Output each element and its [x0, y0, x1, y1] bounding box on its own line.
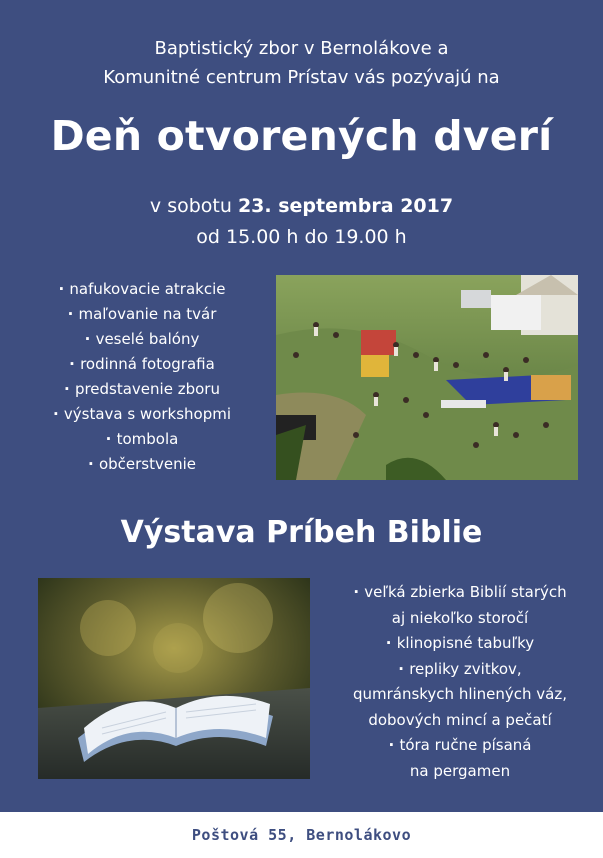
event-date: 23. septembra 2017: [237, 195, 454, 217]
list-item: · výstava s workshopmi: [22, 402, 262, 427]
list-item: · veselé balóny: [22, 327, 262, 352]
intro-line-2: Komunitné centrum Prístav vás pozývajú na: [103, 67, 500, 88]
list-item: dobových mincí a pečatí: [368, 710, 552, 729]
event-date-line: [0, 191, 603, 222]
activity-list: [22, 277, 262, 477]
outdoor-festival-photo: [276, 275, 578, 480]
list-item: aj niekoľko storočí: [391, 608, 529, 627]
list-item: · tombola: [22, 427, 262, 452]
list-item: qumránskych hlinených váz,: [352, 685, 568, 703]
list-item: · nafukovacie atrakcie: [22, 277, 262, 302]
list-item: · občerstvenie: [22, 452, 262, 477]
event-title: Deň otvorených dverí: [50, 112, 553, 160]
event-time: od 15.00 h do 19.00 h: [196, 226, 407, 248]
list-item: · rodinná fotografia: [22, 352, 262, 377]
list-item: · predstavenie zboru: [22, 377, 262, 402]
intro-line-1: Baptistický zbor v Bernolákove a: [154, 38, 449, 59]
list-item: na pergamen: [409, 761, 511, 780]
exhibit-list: [330, 580, 590, 784]
footer-address: Poštová 55, Bernolákovo: [0, 812, 603, 858]
list-item: · maľovanie na tvár: [22, 302, 262, 327]
list-item: · veľká zbierka Biblií starých: [330, 580, 590, 606]
invitation-intro: [0, 34, 603, 92]
list-item: · tóra ručne písaná: [330, 733, 590, 759]
list-item: · klinopisné tabuľky: [330, 631, 590, 657]
event-date-block: [0, 191, 603, 253]
list-item: · repliky zvitkov,: [330, 657, 590, 683]
open-bible-photo: [38, 578, 310, 779]
exhibition-title: Výstava Príbeh Biblie: [120, 515, 483, 550]
date-prefix: v sobotu: [149, 195, 238, 217]
